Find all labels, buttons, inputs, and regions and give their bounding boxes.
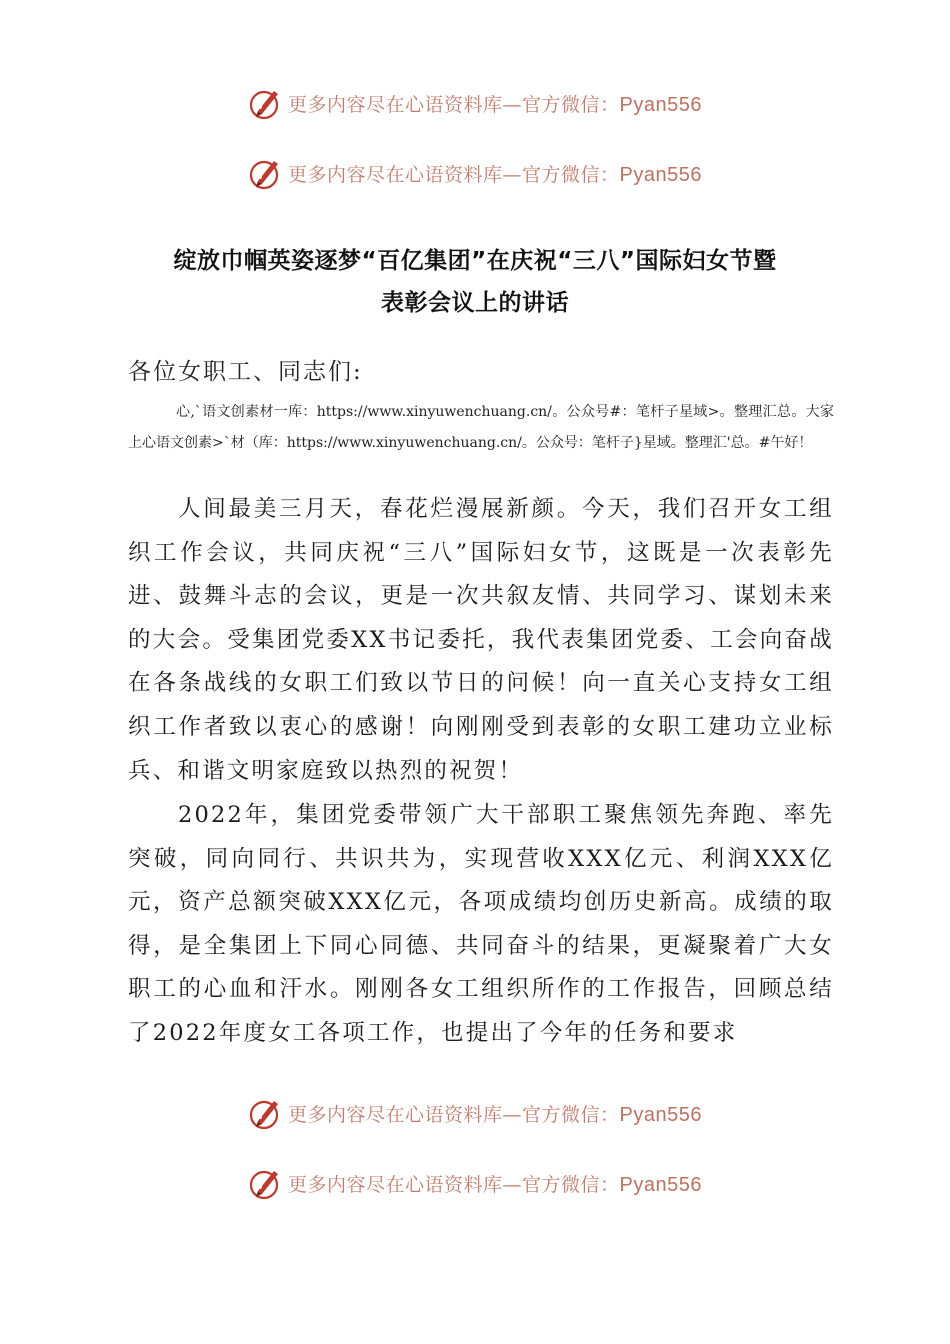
wechat-id: Pyan556 bbox=[619, 1103, 702, 1126]
wechat-id: Pyan556 bbox=[619, 1173, 702, 1196]
body-paragraph: 人间最美三月天，春花烂漫展新颜。今天，我们召开女工组织工作会议，共同庆祝“三八”国际妇女节，这既是一次表彰先进、鼓舞斗志的会议，更是一次共叙友情、共同学习、谋划未来的大会。受集团党委XX书记委托，我代表集团党委、工会向奋战在各条战线的女职工们致以节日的问候！向一直关心支持女工组织工作者致以衷心的感谢！向刚刚受到表彰的女职工建功立业标兵、和谐文明家庭致以热烈的祝贺！ bbox=[128, 496, 834, 784]
source-note: 心,`语文创素材一库：https://www.xinyuwenchuang.cn/。公众号#：笔杆子星域>。整理汇总。大家上心语文创素>`材（库：https://www.xinyuwenchuang.cn/。公众号：笔杆子}星域。整理汇'总。#午好！ bbox=[128, 404, 834, 451]
wechat-id: Pyan556 bbox=[619, 163, 702, 186]
watermark-banner bbox=[0, 153, 950, 193]
pen-logo-icon bbox=[248, 155, 284, 191]
watermark-banner bbox=[0, 1163, 950, 1203]
wechat-id: Pyan556 bbox=[619, 93, 702, 116]
title-line-2: 表彰会议上的讲话 bbox=[381, 290, 569, 316]
watermark-text: 更多内容尽在心语资料库—官方微信：Pyan556 bbox=[288, 1173, 702, 1196]
title-line-1: 绽放巾帼英姿逐梦“百亿集团”在庆祝“三八”国际妇女节暨 bbox=[173, 248, 777, 274]
watermark-text: 更多内容尽在心语资料库—官方微信：Pyan556 bbox=[288, 93, 702, 116]
watermark-text: 更多内容尽在心语资料库—官方微信：Pyan556 bbox=[288, 163, 702, 186]
watermark-text: 更多内容尽在心语资料库—官方微信：Pyan556 bbox=[288, 1103, 702, 1126]
pen-logo-icon bbox=[248, 1095, 284, 1131]
salutation: 各位女职工、同志们: bbox=[128, 359, 363, 385]
pen-logo-icon bbox=[248, 85, 284, 121]
watermark-banner bbox=[0, 1093, 950, 1133]
document-title bbox=[110, 240, 840, 324]
pen-logo-icon bbox=[248, 1165, 284, 1201]
body-paragraph: 2022年，集团党委带领广大干部职工聚焦领先奔跑、率先突破，同向同行、共识共为，实现营收XXX亿元、利润XXX亿元，资产总额突破XXX亿元，各项成绩均创历史新高。成绩的取得，是全集团上下同心同德、共同奋斗的结果，更凝聚着广大女职工的心血和汗水。刚刚各女工组织所作的工作报告，回顾总结了2022年度女工各项工作，也提出了今年的任务和要求 bbox=[128, 802, 834, 1046]
watermark-banner bbox=[0, 83, 950, 123]
